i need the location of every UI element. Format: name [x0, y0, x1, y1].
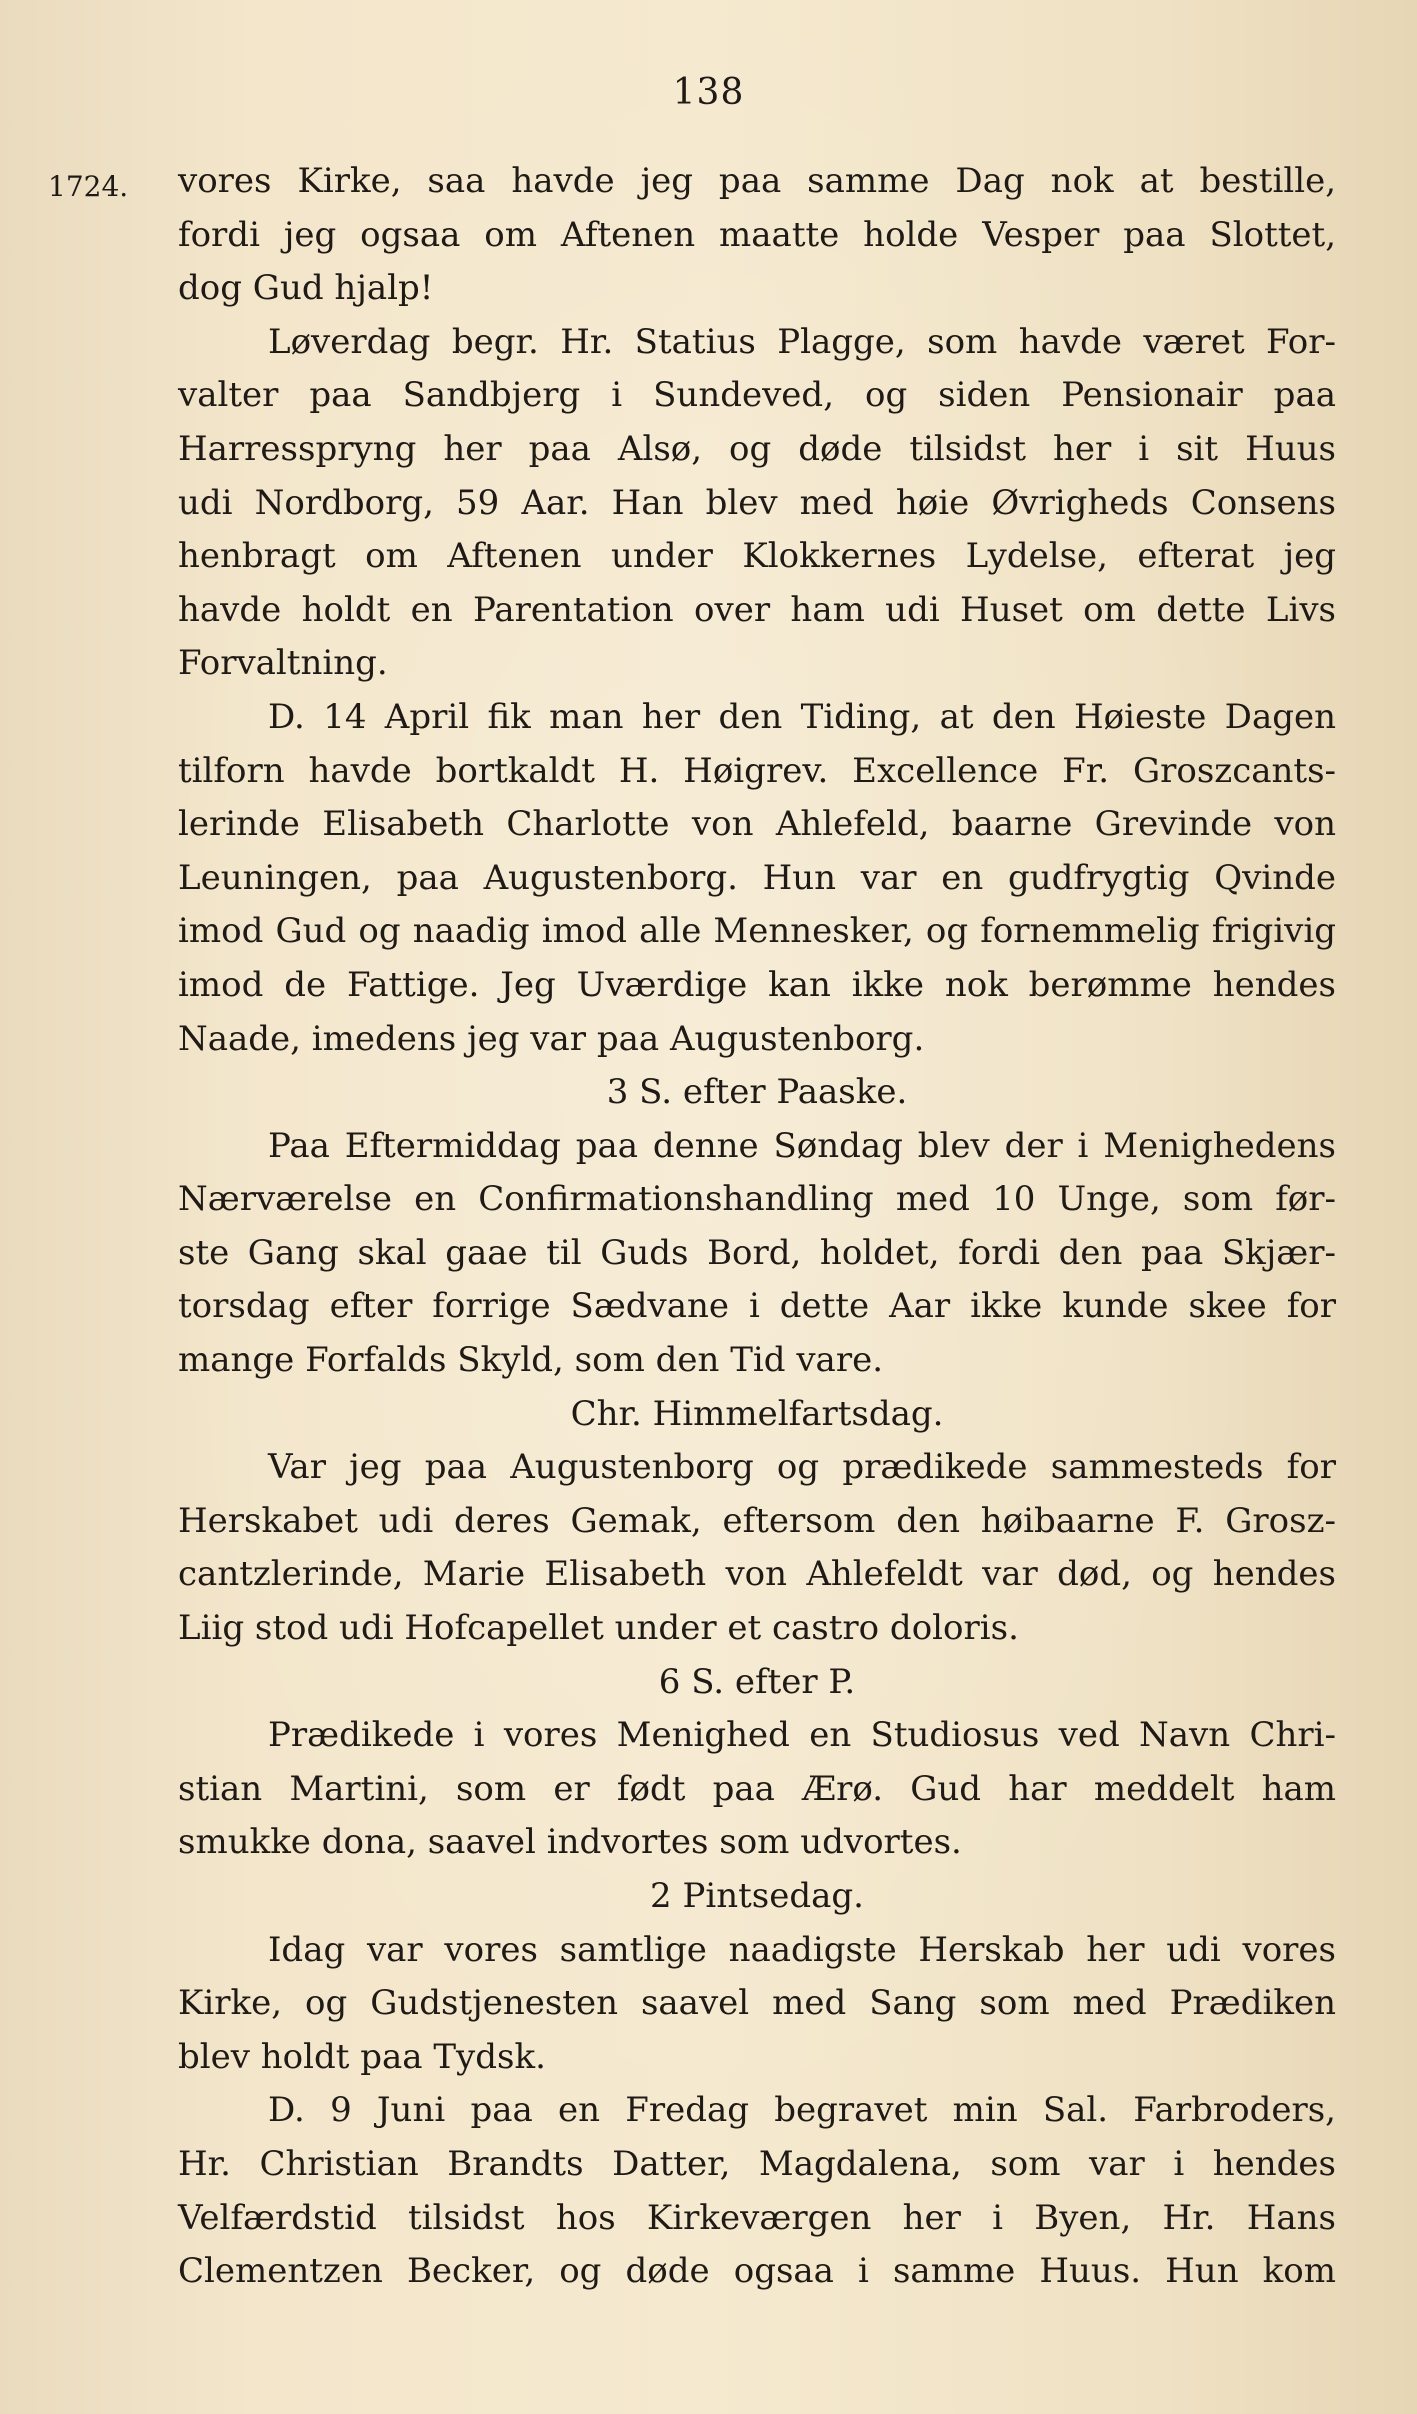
page-number: 138 — [672, 72, 745, 113]
text-line: D. 9 Juni paa en Fredag begravet min Sal. Farbroders, — [268, 2090, 1336, 2131]
text-line: udi Nordborg, 59 Aar. Han blev med høie Øvrigheds Consens — [178, 482, 1336, 523]
text-line: smukke dona, saavel indvortes som udvortes. — [178, 1822, 962, 1863]
text-line: Var jeg paa Augustenborg og prædikede sammesteds for — [268, 1447, 1336, 1488]
text-line: Løverdag begr. Hr. Statius Plagge, som havde været For- — [268, 321, 1336, 362]
text-line: Paa Eftermiddag paa denne Søndag blev der i Menighedens — [268, 1125, 1336, 1166]
text-line: stian Martini, som er født paa Ærø. Gud har meddelt ham — [178, 1768, 1336, 1809]
text-line: Herskabet udi deres Gemak, eftersom den høibaarne F. Grosz- — [178, 1500, 1336, 1541]
text-line: cantzlerinde, Marie Elisabeth von Ahlefeldt var død, og hendes — [178, 1554, 1336, 1595]
text-line: Leuningen, paa Augustenborg. Hun var en gudfrygtig Qvinde — [178, 857, 1336, 898]
text-line: Clementzen Becker, og døde ogsaa i samme Huus. Hun kom — [178, 2251, 1336, 2292]
text-line: havde holdt en Parentation over ham udi Huset om dette Livs — [178, 589, 1336, 630]
text-line: Prædikede i vores Menighed en Studiosus ved Navn Chri- — [268, 1715, 1336, 1756]
section-heading: Chr. Himmelfartsdag. — [570, 1393, 944, 1434]
text-line: Kirke, og Gudstjenesten saavel med Sang som med Prædiken — [178, 1983, 1336, 2024]
text-line: imod de Fattige. Jeg Uværdige kan ikke nok berømme hendes — [178, 964, 1336, 1005]
margin-year-note: 1724. — [48, 170, 129, 203]
section-heading: 2 Pintsedag. — [650, 1876, 864, 1916]
section-heading: 6 S. efter P. — [658, 1661, 856, 1702]
text-line: Idag var vores samtlige naadigste Herskab her udi vores — [268, 1929, 1336, 1970]
text-line: imod Gud og naadig imod alle Mennesker, og fornemmelig frigivig — [178, 911, 1336, 952]
text-line: fordi jeg ogsaa om Aftenen maatte holde Vesper paa Slottet, — [178, 214, 1336, 255]
text-line: Velfærdstid tilsidst hos Kirkeværgen her i Byen, Hr. Hans — [178, 2197, 1336, 2238]
text-line: vores Kirke, saa havde jeg paa samme Dag nok at bestille, — [178, 161, 1336, 201]
text-line: lerinde Elisabeth Charlotte von Ahlefeld, baarne Grevinde von — [178, 804, 1336, 845]
text-line: valter paa Sandbjerg i Sundeved, og siden Pensionair paa — [178, 375, 1336, 416]
text-line: ste Gang skal gaae til Guds Bord, holdet, fordi den paa Skjær- — [178, 1232, 1336, 1273]
text-line: D. 14 April fik man her den Tiding, at den Høieste Dagen — [268, 696, 1336, 737]
section-heading: 3 S. efter Paaske. — [606, 1072, 908, 1113]
text-line: dog Gud hjalp! — [178, 268, 434, 309]
text-line: Nærværelse en Confirmationshandling med 10 Unge, som før- — [178, 1179, 1336, 1220]
text-line: Hr. Christian Brandts Datter, Magdalena, som var i hendes — [178, 2143, 1336, 2184]
body-text — [178, 155, 1336, 2299]
text-line: Naade, imedens jeg var paa Augustenborg. — [178, 1018, 925, 1059]
text-line: mange Forfalds Skyld, som den Tid vare. — [178, 1340, 884, 1381]
text-line: henbragt om Aftenen under Klokkernes Lydelse, efterat jeg — [178, 536, 1336, 577]
text-line: Harresspryng her paa Alsø, og døde tilsidst her i sit Huus — [178, 428, 1336, 469]
text-line: Forvaltning. — [178, 643, 388, 684]
text-line: torsdag efter forrige Sædvane i dette Aar ikke kunde skee for — [178, 1286, 1336, 1327]
text-line: blev holdt paa Tydsk. — [178, 2036, 546, 2077]
text-line: tilforn havde bortkaldt H. Høigrev. Excellence Fr. Groszcants- — [178, 750, 1336, 791]
text-line: Liig stod udi Hofcapellet under et castro doloris. — [178, 1608, 1019, 1649]
